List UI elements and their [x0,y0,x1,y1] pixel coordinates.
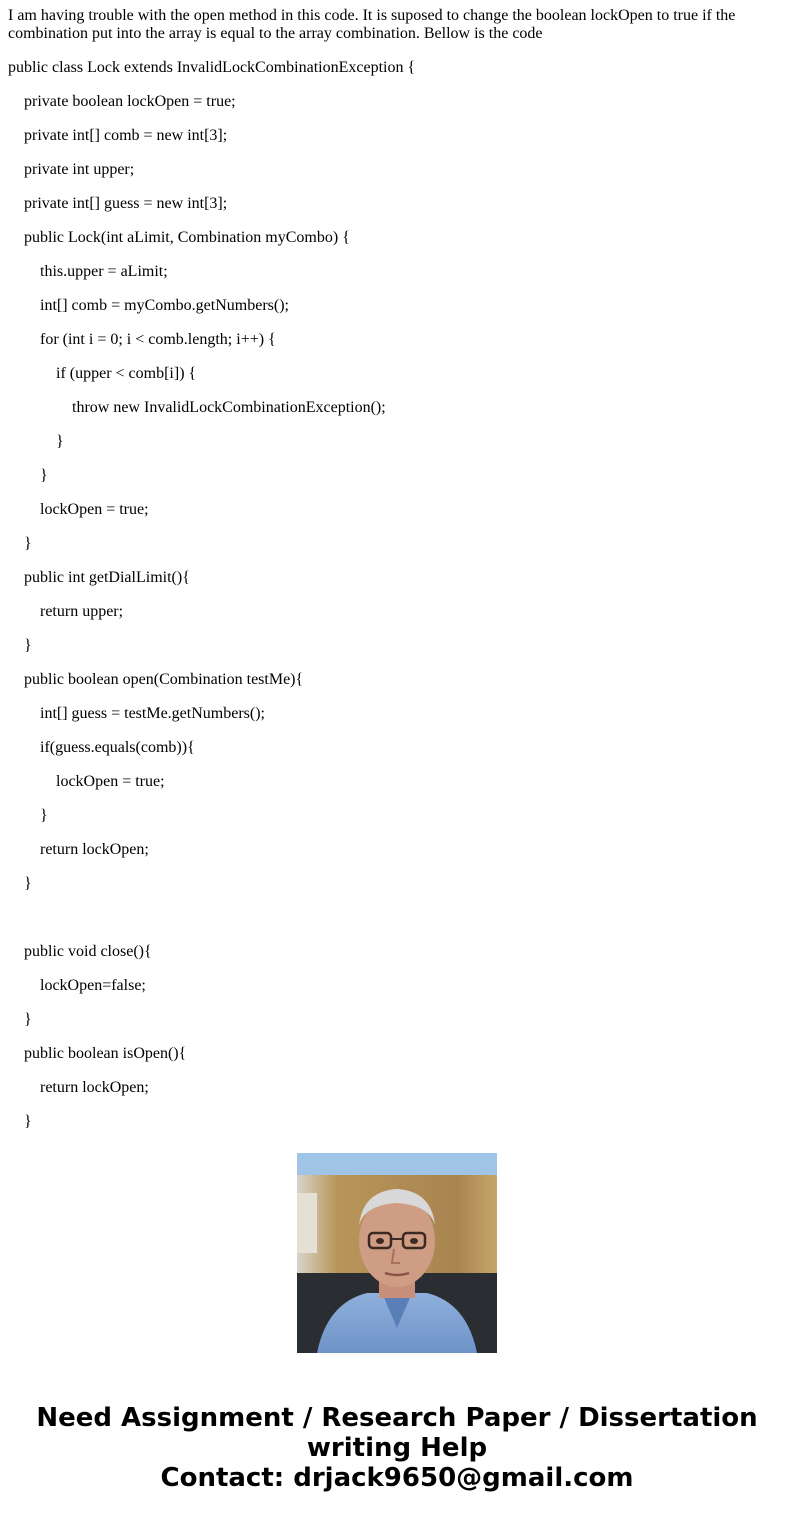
code-line: int[] guess = testMe.getNumbers(); [40,705,265,722]
promo-banner [0,1403,794,1493]
code-line: public boolean isOpen(){ [24,1045,187,1062]
code-line: private int upper; [24,161,135,178]
code-line: private boolean lockOpen = true; [24,93,236,110]
code-block [0,59,794,1130]
code-line: return lockOpen; [40,1079,149,1096]
code-line: lockOpen=false; [40,977,146,994]
code-line: for (int i = 0; i < comb.length; i++) { [40,331,276,348]
code-line: if(guess.equals(comb)){ [40,739,195,756]
code-line: lockOpen = true; [56,773,165,790]
code-line: } [40,807,48,824]
code-line: } [56,433,64,450]
promo-line-2: writing Help [306,1433,488,1463]
code-line: private int[] comb = new int[3]; [24,127,228,144]
code-line: if (upper < comb[i]) { [56,365,197,382]
code-line: public void close(){ [24,943,152,960]
question-text: I am having trouble with the open method in this code. It is suposed to change the boolean lockOpen to true if the combination put into the array is equal to the array combination. Bellow is the code [8,7,736,42]
promo-line-1: Need Assignment / Research Paper / Dissertation [36,1403,758,1433]
author-photo [297,1153,497,1353]
code-line: } [24,1113,32,1130]
code-line: public boolean open(Combination testMe){ [24,671,304,688]
code-line: } [24,1011,32,1028]
code-line: public int getDialLimit(){ [24,569,190,586]
code-line: lockOpen = true; [40,501,149,518]
code-line: this.upper = aLimit; [40,263,168,280]
code-line: return upper; [40,603,124,620]
author-avatar [297,1153,497,1353]
code-line: return lockOpen; [40,841,149,858]
code-line: public Lock(int aLimit, Combination myCombo) { [24,229,350,246]
code-line: throw new InvalidLockCombinationException(); [72,399,386,416]
code-line: private int[] guess = new int[3]; [24,195,228,212]
code-line: int[] comb = myCombo.getNumbers(); [40,297,289,314]
promo-contact: Contact: drjack9650@gmail.com [160,1463,634,1493]
code-line: } [24,637,32,654]
code-line: } [24,535,32,552]
code-line: } [24,875,32,892]
code-line: public class Lock extends InvalidLockCombinationException { [8,59,416,76]
code-line: } [40,467,48,484]
